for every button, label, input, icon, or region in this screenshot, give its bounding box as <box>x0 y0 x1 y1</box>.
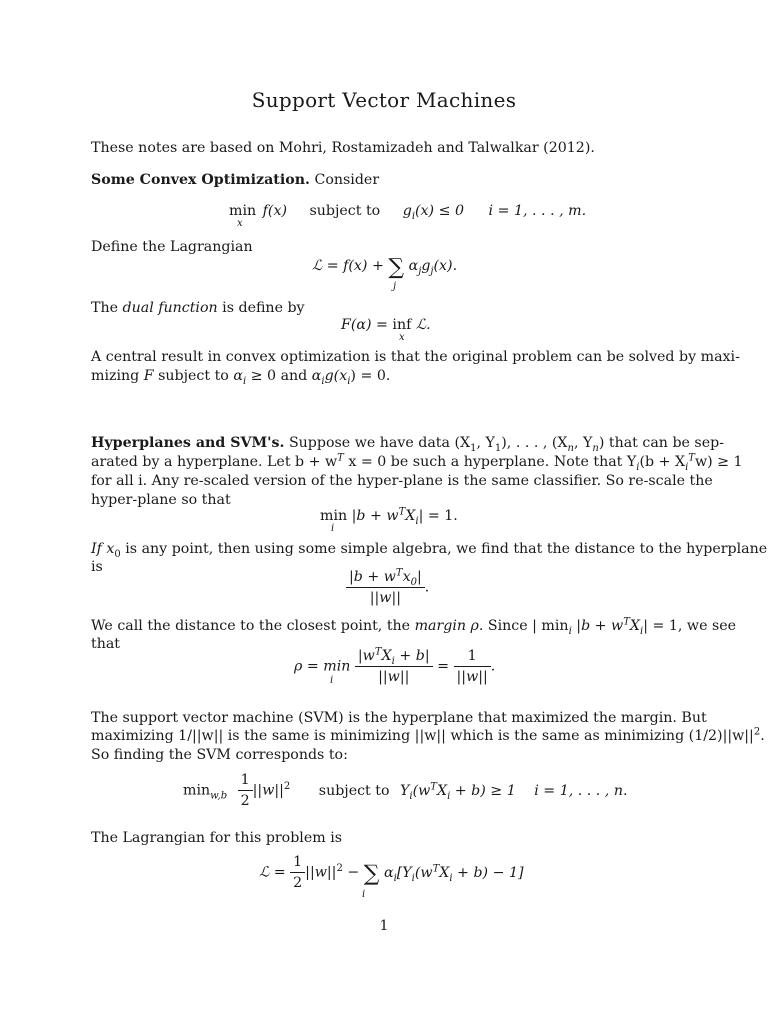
rescale-expr: |b + w <box>351 508 399 524</box>
min-operator: min <box>229 203 257 219</box>
margin-fraction-simplified <box>454 648 491 685</box>
dual-post: is define by <box>222 300 305 316</box>
central-mid: subject to <box>158 368 229 384</box>
hyper-text: | = 1, we see <box>643 618 737 634</box>
hyper-text: ) that can be sep- <box>598 435 724 451</box>
rescale-expr: X <box>405 508 416 524</box>
central-expr-g: g(x <box>324 368 348 384</box>
fraction-numerator: 1 <box>238 772 253 791</box>
sum-symbol: ∑ <box>363 861 380 887</box>
svm-lagrangian-equation: ℒ = $\frac{1}{2}$ $||w||^2$ − ∑ $\alpha_i[Y_i(w^TX_i + b) - 1]$ <box>259 854 524 891</box>
fraction-numerator: + b| <box>394 648 430 664</box>
margin-text-line-1: We call the distance to the closest point, the margin ρ. Since | $\min_i |b + w^TX_i| = 1$, we see <box>91 616 737 637</box>
distance-text-line-1: If $x_0$ is any point, then using some simple algebra, we find that the distance to the hyperplane <box>91 541 768 560</box>
lagrangian-equation: ℒ = f(x) + ∑ $\alpha_jg_j(x)$. <box>312 255 458 280</box>
alpha-symbol: α <box>408 258 419 274</box>
fraction-denominator: 2 <box>240 793 250 809</box>
fraction-numerator: x <box>402 569 411 585</box>
hyper-text: , Y <box>476 435 495 451</box>
fraction-numerator: 1 <box>290 854 305 873</box>
min-subscript: i <box>330 675 334 686</box>
fraction-denominator: 2 <box>293 875 303 891</box>
min-subscript: w,b <box>210 790 228 802</box>
hyperplanes-line-1: Hyperplanes and SVM's. Suppose we have data ($X_1$, $Y_1$), . . . , ($X_n$, $Y_n$) that can be sep- <box>91 435 724 454</box>
equation-dot: . <box>424 579 430 596</box>
equals-sign: = <box>437 658 450 675</box>
sum-index: i <box>362 889 366 900</box>
intro-paragraph: These notes are based on Mohri, Rostamizadeh and Talwalkar (2012). <box>91 140 595 156</box>
constraint: + b) ≥ 1 <box>450 782 516 799</box>
lagrangian-rest: + b) − 1] <box>452 864 524 881</box>
constraint: (w <box>412 782 431 799</box>
min-operator: min <box>183 782 211 799</box>
margin-text-line-2: that <box>91 636 120 652</box>
fraction-numerator: |b + w <box>349 569 396 585</box>
fraction-numerator: |w <box>357 648 375 664</box>
subject-to-text: subject to <box>309 203 381 219</box>
svm-objective-equation: $\min_{w,b}$ $\frac{1}{2}$ $||w||^2$ subject to $Y_i(w^TX_i + b) \ge 1$ i = 1, . . . , n. <box>183 772 628 809</box>
fraction-denominator: ||w|| <box>456 669 488 685</box>
hyper-text: arated by a hyperplane. Let b + w <box>91 454 338 470</box>
optimization-problem-equation <box>229 203 587 222</box>
hyper-text: Suppose we have data (X <box>288 435 471 451</box>
constraint: Y <box>400 782 410 799</box>
inf-subscript: x <box>399 332 405 343</box>
svm-paragraph-line-2 <box>91 727 765 745</box>
fraction-denominator: ||w|| <box>369 590 402 606</box>
index-range: i = 1, . . . , n. <box>534 782 628 799</box>
dual-pre: The <box>91 300 118 316</box>
min-subscript: x <box>237 218 243 229</box>
lagrangian-rest: (x). <box>433 258 458 274</box>
lagrangian-lhs: ℒ = <box>259 864 286 881</box>
constraint-rest: (x) ≤ 0 <box>415 203 465 219</box>
hyper-text: |b + w <box>571 618 624 634</box>
equation-dot: . <box>490 658 496 675</box>
central-alpha: α <box>233 368 243 384</box>
inf-operator: inf <box>392 317 412 333</box>
min-operator: min <box>320 508 348 524</box>
squared-sup: 2 <box>283 780 291 792</box>
margin-equation <box>294 648 495 685</box>
central-result-line-2: mizing F subject to $\alpha_i \ge 0$ and $\alpha_ig(x_i) = 0$. <box>91 368 391 387</box>
transpose-sup: T <box>337 452 344 464</box>
fraction-numerator: X <box>381 648 392 664</box>
subject-to-text: subject to <box>318 782 390 799</box>
constraint: X <box>436 782 448 799</box>
lagrangian-rest: [Y <box>396 864 412 881</box>
fraction-numerator: | <box>416 569 422 585</box>
alpha-symbol: α <box>383 864 394 881</box>
sum-symbol: ∑ <box>388 255 405 280</box>
svm-text: maximizing 1/||w|| is the same is minimizing ||w|| which is the same as minimizing (1/2)||w|| <box>91 728 754 744</box>
constraint-subscript: i <box>411 210 416 222</box>
page-number: 1 <box>379 918 389 934</box>
dual-rhs: ℒ. <box>415 317 431 333</box>
hyperplanes-line-3: for all i. Any re-scaled version of the hyper-plane is the same classifier. So re-scale the <box>91 473 713 489</box>
section-convex-heading-line <box>91 171 379 189</box>
margin-emphasis: margin ρ. <box>414 618 484 634</box>
rescale-equation: $\min |b + w^TX_i| = 1$. <box>320 506 458 527</box>
distance-equation <box>346 569 429 606</box>
section-heading-rest: Consider <box>314 172 380 188</box>
section-heading: Hyperplanes and SVM's. <box>91 435 285 451</box>
lagrangian-intro-text: The Lagrangian for this problem is <box>91 830 343 846</box>
hyper-text: (b + X <box>639 454 686 470</box>
objective-function: f(x) <box>262 203 287 219</box>
half-fraction <box>290 854 305 891</box>
distance-text-line-2: is <box>91 559 103 575</box>
svm-paragraph-line-1: The support vector machine (SVM) is the hyperplane that maximized the margin. But <box>91 710 707 726</box>
section-heading: Some Convex Optimization. <box>91 172 310 188</box>
central-i: i <box>242 375 247 387</box>
minus-sign: − <box>342 864 360 881</box>
hyper-text: Since | min <box>483 618 569 634</box>
sum-index: j <box>393 281 397 292</box>
squared-sup: 2 <box>336 862 343 874</box>
central-F: F <box>143 368 154 384</box>
g-symbol: g <box>421 258 431 274</box>
margin-fraction: $\frac{|w^TX_i + b|}{||w||}$ <box>355 648 433 685</box>
squared-sup: 2 <box>753 726 761 738</box>
define-lagrangian-text: Define the Lagrangian <box>91 239 253 255</box>
hyperplanes-line-4: hyper-plane so that <box>91 492 231 508</box>
norm-w: ||w|| <box>305 864 337 881</box>
hyper-text: is any point, then using some simple algebra, we find that the distance to the hyperplane <box>120 541 768 557</box>
dual-lhs: F(α) = <box>341 317 388 333</box>
hyper-text: If x <box>91 541 115 557</box>
paper-title: Support Vector Machines <box>251 88 517 112</box>
lagrangian-rest: (w <box>414 864 433 881</box>
svm-paragraph-line-3: So finding the SVM corresponds to: <box>91 747 348 763</box>
index-range: i = 1, . . . , m. <box>488 203 587 219</box>
lagrangian-rest: X <box>439 864 450 881</box>
central-result-line-1: A central result in convex optimization is that the original problem can be solved by maxi- <box>91 349 740 365</box>
hyper-text: ), . . . , (X <box>501 435 568 451</box>
hyper-text: X <box>629 618 640 634</box>
half-fraction <box>238 772 253 809</box>
svm-text: . <box>760 728 765 744</box>
hyper-text: , Y <box>574 435 593 451</box>
distance-fraction: $\frac{|b + w^Tx_0|}{||w||}$ <box>346 569 425 606</box>
dual-function-equation <box>341 317 431 333</box>
hyperplanes-line-2: arated by a hyperplane. Let $b + w^T$ x = 0 be such a hyperplane. Note that $Y_i(b + X_i^Tw) \ge 1$ <box>91 452 743 473</box>
dual-emphasis: dual function <box>122 300 218 316</box>
rho-lhs: ρ = min <box>294 658 351 675</box>
lagrangian-lhs: ℒ = f(x) + <box>312 258 384 274</box>
central-expr-alpha: α <box>311 368 322 384</box>
constraint-g: g <box>402 203 412 219</box>
min-subscript: i <box>331 523 335 534</box>
fraction-numerator: 1 <box>454 648 491 667</box>
hyper-text: w) ≥ 1 <box>694 454 743 470</box>
rescale-expr: | = 1. <box>418 508 458 524</box>
central-expr-end: ) = 0. <box>350 368 391 384</box>
fraction-denominator: ||w|| <box>378 669 410 685</box>
norm-w: ||w|| <box>252 782 284 799</box>
central-ge: ≥ 0 and <box>250 368 308 384</box>
central-pre: mizing <box>91 368 140 384</box>
dual-function-text <box>91 299 305 317</box>
hyper-text: x = 0 be such a hyperplane. Note that Y <box>348 454 637 470</box>
hyper-text: We call the distance to the closest point, the <box>91 618 411 634</box>
